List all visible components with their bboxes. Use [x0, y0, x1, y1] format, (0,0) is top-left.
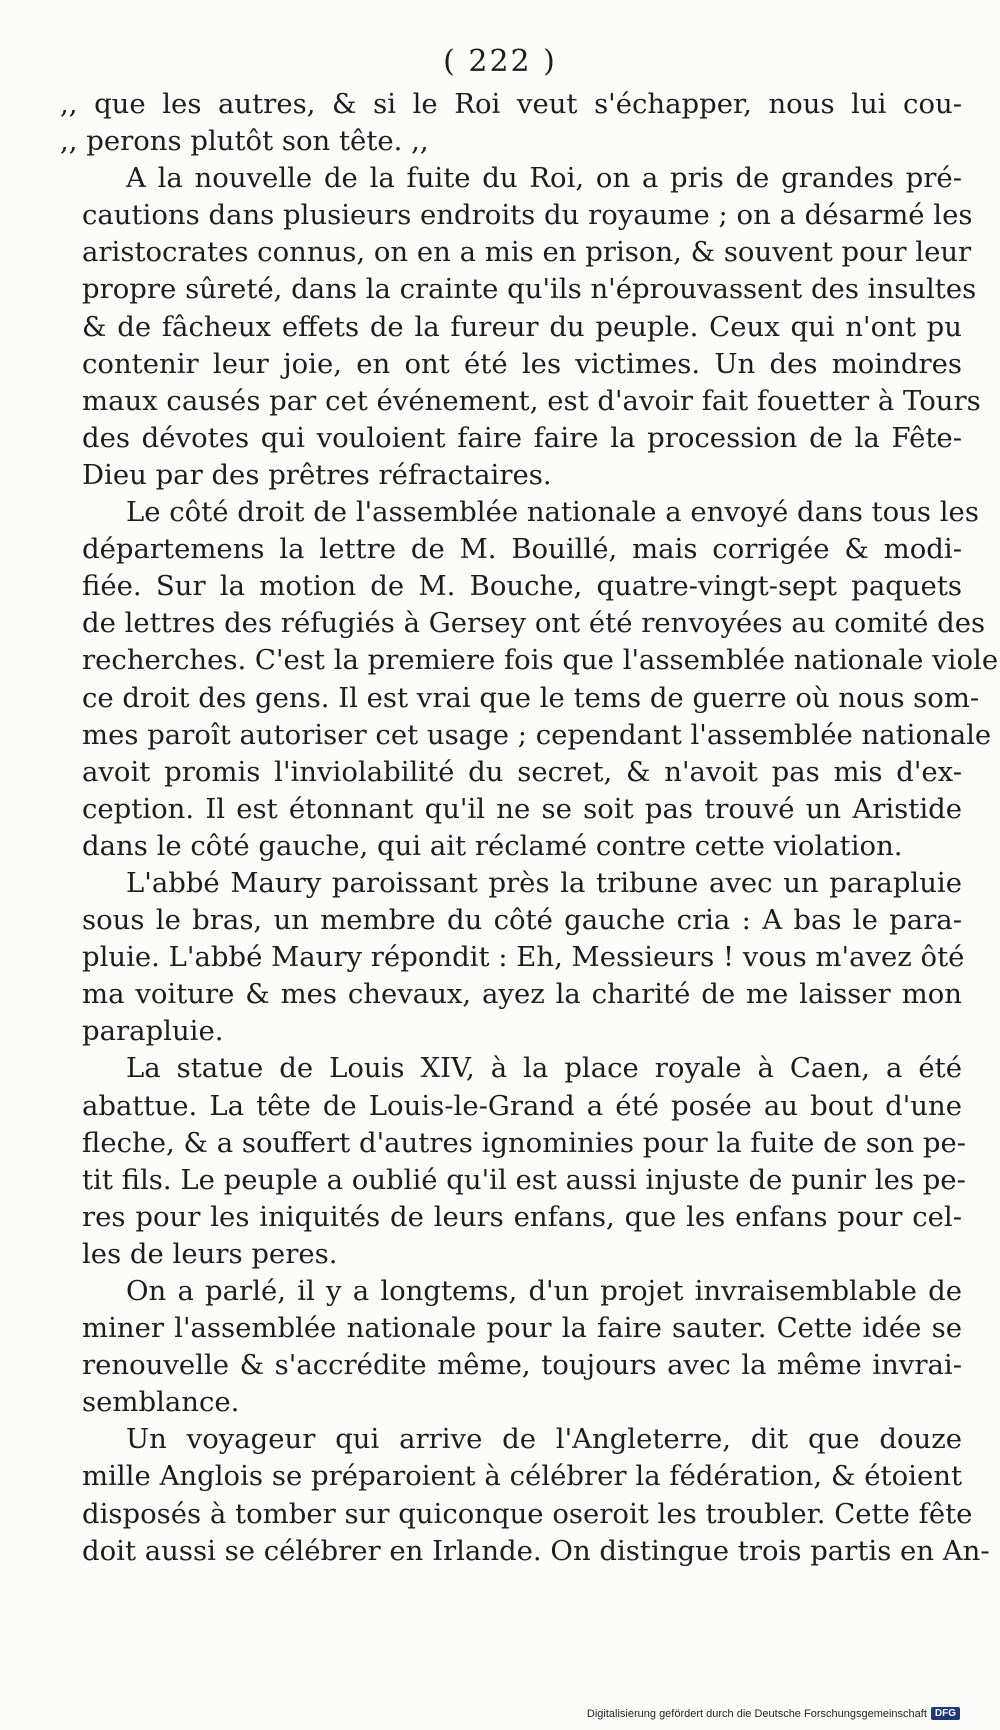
- text-line: tit fils. Le peuple a oublié qu'il est aussi injuste de punir les pe-: [82, 1163, 966, 1196]
- text-line: On a parlé, il y a longtems, d'un projet invraisemblable de: [126, 1275, 962, 1307]
- text-line: recherches. C'est la premiere fois que l'assemblée nationale viole: [82, 644, 999, 677]
- text-line: fleche, & a souffert d'autres ignominies pour la fuite de son pe-: [82, 1126, 967, 1159]
- text-line: A la nouvelle de la fuite du Roi, on a pris de grandes pré-: [126, 162, 962, 195]
- text-line: dans le côté gauche, qui ait réclamé contre cette violation.: [82, 829, 903, 862]
- credit-text: Digitalisierung gefördert durch die Deutsche Forschungsgemeinschaft: [586, 1707, 927, 1720]
- text-line: mes paroît autoriser cet usage ; cependant l'assemblée nationale: [82, 718, 992, 751]
- text-line: res pour les iniquités de leurs enfans, que les enfans pour cel-: [82, 1200, 962, 1233]
- text-line: parapluie.: [82, 1015, 224, 1048]
- text-line: ception. Il est étonnant qu'il ne se soit pas trouvé un Aristide: [82, 792, 962, 825]
- text-line: ce droit des gens. Il est vrai que le tems de guerre où nous som-: [82, 681, 980, 714]
- text-line: aristocrates connus, on en a mis en prison, & souvent pour leur: [82, 236, 972, 269]
- text-line: abattue. La tête de Louis-le-Grand a été posée au bout d'une: [82, 1089, 962, 1122]
- text-line: miner l'assemblée nationale pour la faire sauter. Cette idée se: [82, 1312, 962, 1345]
- text-line: Un voyageur qui arrive de l'Angleterre, dit que douze: [126, 1423, 962, 1456]
- digitization-credit: [587, 1707, 960, 1720]
- text-line: & de fâcheux effets de la fureur du peuple. Ceux qui n'ont pu: [82, 310, 962, 343]
- text-line: Dieu par des prêtres réfractaires.: [82, 458, 552, 491]
- text-line: semblance.: [82, 1386, 240, 1419]
- text-line: sous le bras, un membre du côté gauche cria : A bas le para-: [82, 904, 962, 937]
- text-line: pluie. L'abbé Maury répondit : Eh, Messieurs ! vous m'avez ôté: [82, 941, 965, 974]
- text-line: ,, perons plutôt son tête. ,,: [60, 125, 429, 158]
- text-line: maux causés par cet événement, est d'avoir fait fouetter à Tours: [82, 384, 981, 417]
- text-line: fiée. Sur la motion de M. Bouche, quatre-vingt-sept paquets: [82, 570, 962, 603]
- text-line: contenir leur joie, en ont été les victimes. Un des moindres: [82, 347, 962, 380]
- text-line: Le côté droit de l'assemblée nationale a envoyé dans tous les: [126, 496, 979, 529]
- text-line: cautions dans plusieurs endroits du royaume ; on a désarmé les: [82, 199, 973, 232]
- text-line: des dévotes qui vouloient faire faire la procession de la Fête-: [82, 421, 962, 454]
- text-line: doit aussi se célébrer en Irlande. On distingue trois partis en An-: [82, 1534, 990, 1567]
- text-line: mille Anglois se préparoient à célébrer la fédération, & étoient: [82, 1460, 962, 1493]
- text-line: les de leurs peres.: [82, 1237, 338, 1270]
- text-line: renouvelle & s'accrédite même, toujours avec la même invrai-: [82, 1349, 962, 1382]
- text-line: avoit promis l'inviolabilité du secret, & n'avoit pas mis d'ex-: [82, 755, 962, 788]
- dfg-logo: DFG: [931, 1707, 960, 1720]
- text-line: disposés à tomber sur quiconque oseroit les troubler. Cette fête: [82, 1497, 973, 1530]
- text-line: de lettres des réfugiés à Gersey ont été renvoyées au comité des: [82, 607, 986, 640]
- text-line: départemens la lettre de M. Bouillé, mais corrigée & modi-: [82, 533, 962, 566]
- text-line: La statue de Louis XIV, à la place royale à Caen, a été: [126, 1052, 962, 1085]
- page-number: ( 222 ): [443, 44, 557, 79]
- body-text: [60, 86, 999, 1570]
- text-line: ,, que les autres, & si le Roi veut s'échapper, nous lui cou-: [60, 88, 962, 120]
- text-line: propre sûreté, dans la crainte qu'ils n'éprouvassent des insultes: [82, 273, 977, 306]
- text-line: ma voiture & mes chevaux, ayez la charité de me laisser mon: [82, 978, 962, 1011]
- text-line: L'abbé Maury paroissant près la tribune avec un parapluie: [126, 866, 962, 899]
